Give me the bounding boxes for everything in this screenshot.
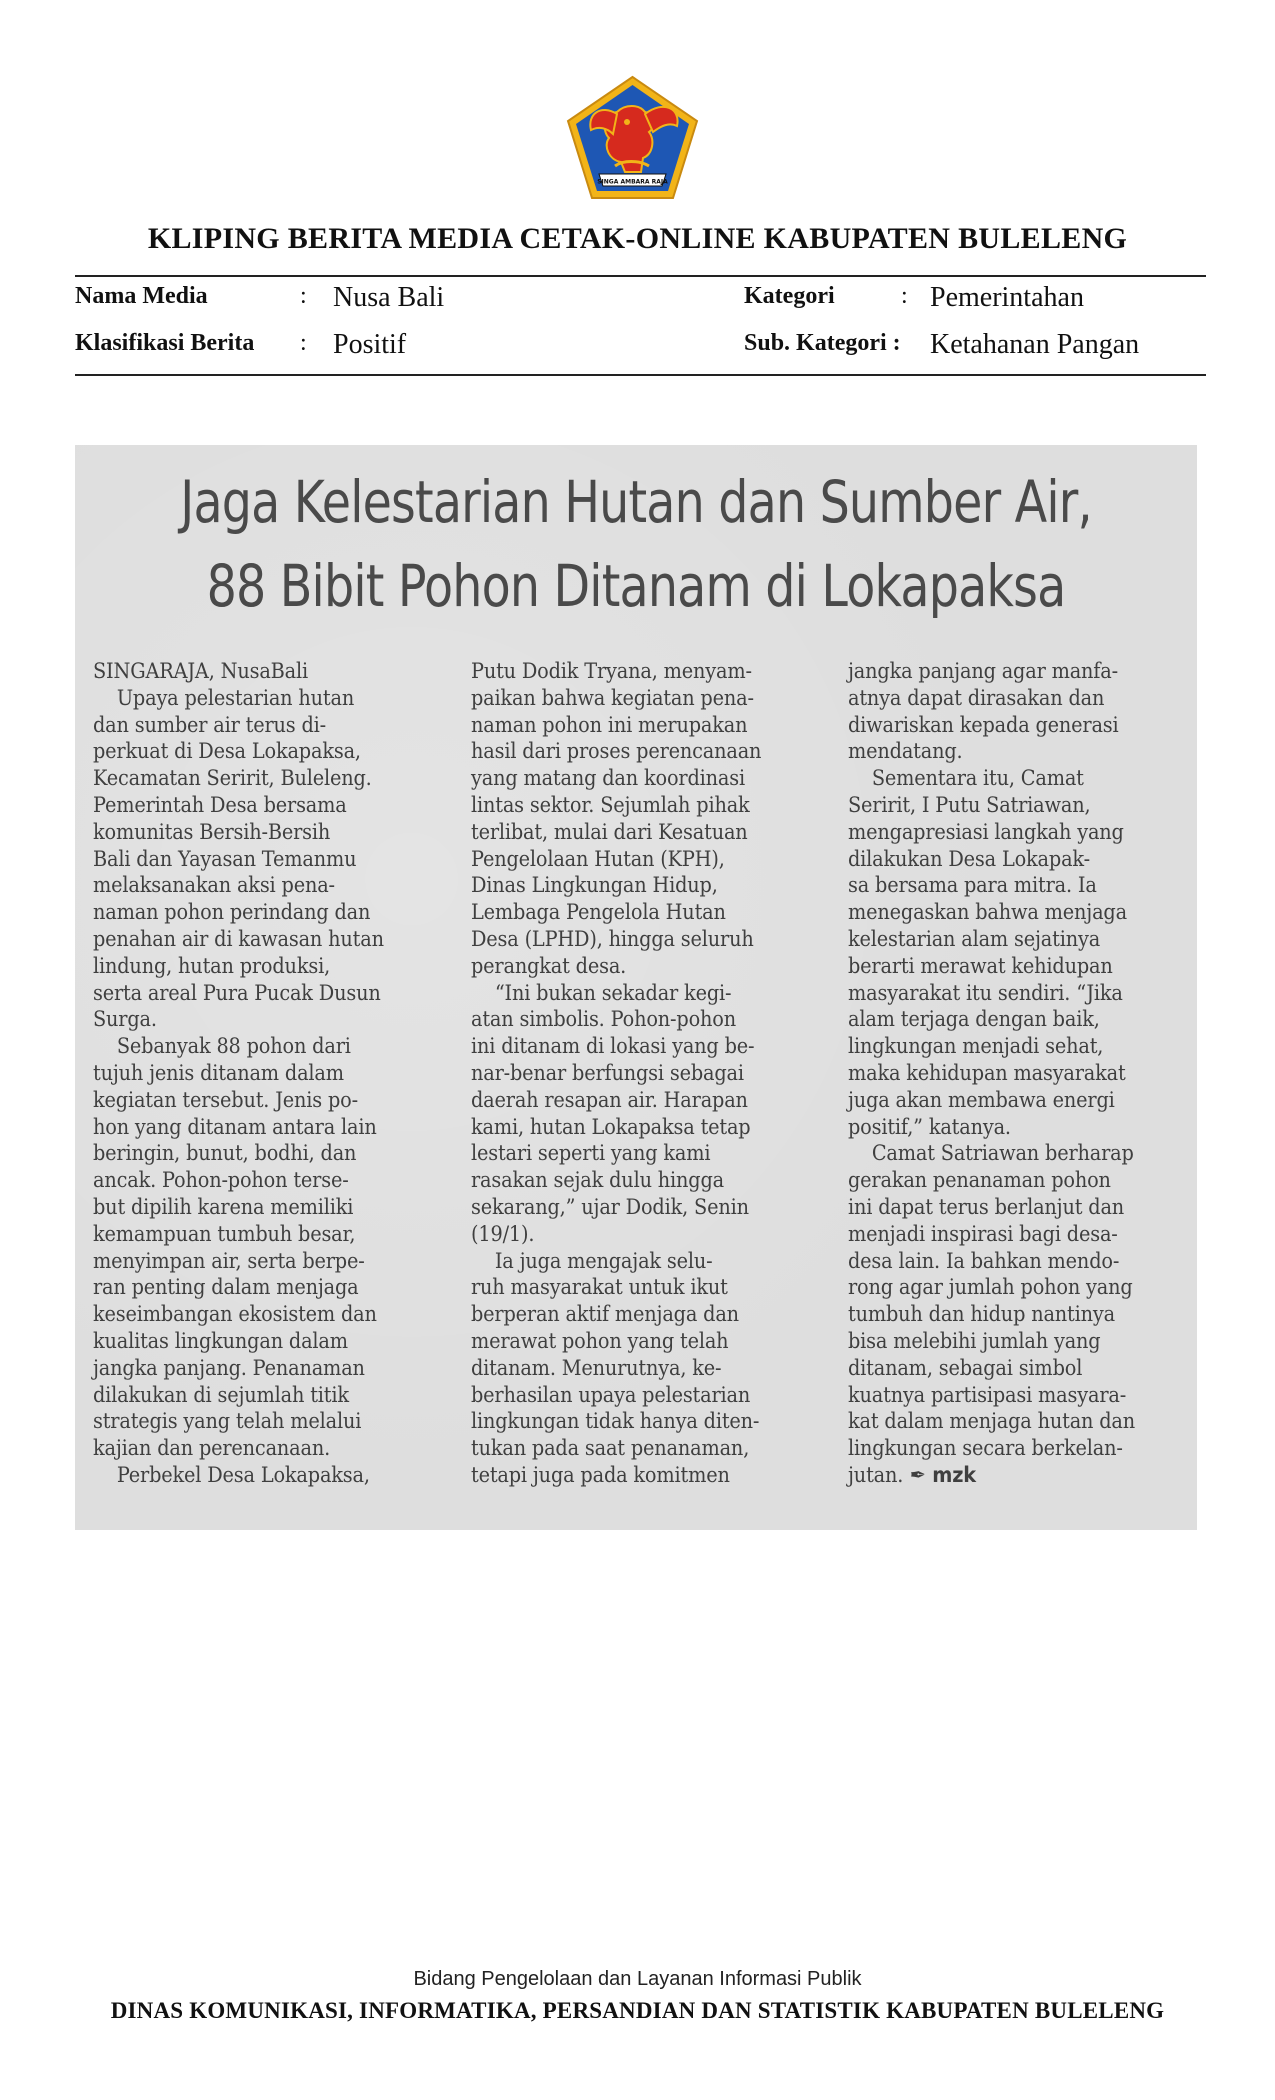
media-label: Nama Media	[75, 283, 208, 309]
category-value: Pemerintahan	[930, 282, 1084, 313]
headline-line-1: Jaga Kelestarian Hutan dan Sumber Air,	[180, 468, 1092, 536]
media-colon: :	[300, 283, 307, 309]
page-title: KLIPING BERITA MEDIA CETAK-ONLINE KABUPATEN BULELENG	[147, 222, 1128, 255]
classification-value: Positif	[333, 329, 407, 360]
author-signature: ✒ mzk	[903, 1462, 976, 1487]
category-label: Kategori	[744, 283, 835, 309]
media-value: Nusa Bali	[333, 282, 445, 313]
subcategory-label: Sub. Kategori :	[744, 330, 901, 356]
news-clipping	[75, 445, 1197, 1530]
article-column-2: Putu Dodik Tryana, menyam- paikan bahwa kegiatan pena- naman pohon ini merupakan hasil dari proses perencanaan yang matang dan koordinasi lintas sektor. Sejumlah pihak terlibat, mulai dari Kesatuan Pengelolaan Hutan (KPH), Dinas Lingkungan Hidup, Lembaga Pengelola Hutan Desa (LPHD), hingga seluruh perangkat desa. “Ini bukan sekadar kegi- atan simbolis. Pohon-pohon ini ditanam di lokasi yang be- nar-benar berfungsi sebagai daerah resapan air. Harapan kami, hutan Lokapaksa tetap lestari seperti yang kami rasakan sejak dulu hingga sekarang,” ujar Dodik, Senin (19/1). Ia juga mengajak selu- ruh masyarakat untuk ikut berperan aktif menjaga dan merawat pohon yang telah ditanam. Menurutnya, ke- berhasilan upaya pelestarian lingkungan tidak hanya diten- tukan pada saat penanaman, tetapi juga pada komitmen	[471, 659, 762, 1487]
top-divider	[75, 275, 1206, 277]
category-colon: :	[901, 283, 908, 309]
classification-label: Klasifikasi Berita	[75, 330, 255, 356]
bottom-divider	[75, 374, 1206, 376]
logo-motto: SINGA AMBARA RAJA	[597, 178, 668, 186]
article-column-3-text: jangka panjang agar manfa- atnya dapat dirasakan dan diwariskan kepada generasi mendatang. Sementara itu, Camat Seririt, I Putu Satriawan, mengapresiasi langkah yang dilakukan Desa Lokapak- sa bersama para mitra. Ia menegaskan bahwa menjaga kelestarian alam sejatinya berarti merawat kehidupan masyarakat itu sendiri. “Jika alam terjaga dengan baik, lingkungan menjadi sehat, maka kehidupan masyarakat juga akan membawa energi positif,” katanya. Camat Satriawan berharap gerakan penanaman pohon ini dapat terus berlanjut dan menjadi inspirasi bagi desa- desa lain. Ia bahkan mendo- rong agar jumlah pohon yang tumbuh dan hidup nantinya bisa melebihi jumlah yang ditanam, sebagai simbol kuatnya partisipasi masyara- kat dalam menjaga hutan dan lingkungan secara berkelan- jutan.	[848, 659, 1136, 1487]
article-column-1: SINGARAJA, NusaBali Upaya pelestarian hutan dan sumber air terus di- perkuat di Desa Lokapaksa, Kecamatan Seririt, Buleleng. Pemerintah Desa bersama komunitas Bersih-Bersih Bali dan Yayasan Temanmu melaksanakan aksi pena- naman pohon perindang dan penahan air di kawasan hutan lindung, hutan produksi, serta areal Pura Pucak Dusun Surga. Sebanyak 88 pohon dari tujuh jenis ditanam dalam kegiatan tersebut. Jenis po- hon yang ditanam antara lain beringin, bunut, bodhi, dan ancak. Pohon-pohon terse- but dipilih karena memiliki kemampuan tumbuh besar, menyimpan air, serta berpe- ran penting dalam menjaga keseimbangan ekosistem dan kualitas lingkungan dalam jangka panjang. Penanaman dilakukan di sejumlah titik strategis yang telah melalui kajian dan perencanaan. Perbekel Desa Lokapaksa,	[93, 659, 384, 1487]
subcategory-value: Ketahanan Pangan	[930, 329, 1140, 360]
footer-agency: DINAS KOMUNIKASI, INFORMATIKA, PERSANDIAN DAN STATISTIK KABUPATEN BULELENG	[110, 1998, 1165, 2023]
classification-colon: :	[300, 330, 307, 356]
footer-unit: Bidang Pengelolaan dan Layanan Informasi Publik	[413, 1968, 862, 1990]
regency-logo-icon	[565, 74, 700, 202]
article-column-3	[848, 658, 1179, 1489]
headline-line-2: 88 Bibit Pohon Ditanam di Lokapaksa	[206, 552, 1066, 620]
